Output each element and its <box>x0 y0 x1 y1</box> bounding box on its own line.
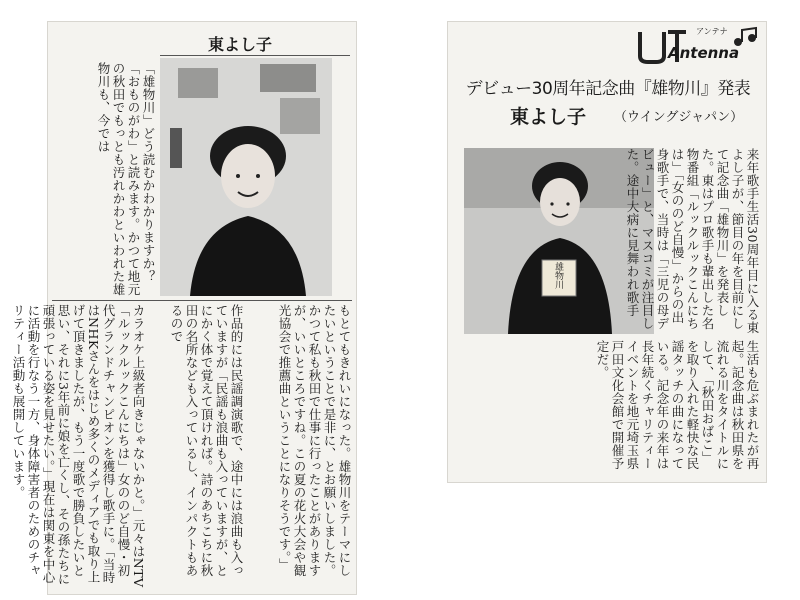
antenna-logo <box>634 26 762 66</box>
article-name-heading: 東よし子 <box>208 35 273 54</box>
text-column: 来年歌手生活30周年目に入る東よし子が、節目の年を目前にして記念曲「雄物川」を発表した。東はプロ歌手も輩出した名物番組「ルックルックこんにちは」「女ののど自慢」からの出身歌手で、当時は「三児の母デビュー」と、マスコミが注目した。途中大病に見舞われ歌手 <box>625 148 760 334</box>
column-rule <box>52 300 352 301</box>
text-column: 生活も危ぶまれたが再起。記念曲は秋田県を流れる川をタイトルにして、「秋田おばこ」を取り入れた軽快な民謡タッチの曲になっている。記念年の来年は長年続くチャリティーイベントを地元埼玉県戸田文化会館で開催予定だ。 <box>595 340 760 470</box>
artist-name: 東よし子 <box>510 106 587 128</box>
portrait-photo <box>160 58 332 296</box>
text-column: カラオケ上級者向きじゃないかと。」元々はNTV「ルックルックこんにちは」女ののど自慢・初代グランドチャンピオンを獲得し歌手に。「当時はNHKさんをはじめ多くのメディアでも取り上げて頂きましたが、もう一度歌で勝負したいと思い、それに3年前に娘を亡くし、その孫たちに頑張っている姿を見せたい。」現在は関東を中心に活動を行なう一方、身体障害者のためのチャリティー活動も展開しています。 <box>11 304 146 588</box>
headline: デビュー30周年記念曲『雄物川』発表 <box>465 79 751 99</box>
text-column: 作品的には民謡調演歌で、途中には浪曲も入っていますが「民謡も浪曲も入っていますが、とにかく体で覚えて頂ければ。詩のあちこちに秋田の名所なども入っているし、インパクトもあるので <box>169 304 244 577</box>
label-name: （ウイングジャパン） <box>614 110 744 125</box>
text-column: もとてもきれいになった。雄物川をテーマにしたいということで是非に、とお願いしました。かつて私も秋田で仕事に行ったことがありますが、いいところですね。この夏の花火大会や観光協会で推薦曲ということになりそうです。」 <box>277 304 352 577</box>
cd-title: 雄物川 <box>553 262 563 289</box>
logo-main-text: Antenna <box>668 44 740 62</box>
heading-rule <box>160 55 350 56</box>
right-article <box>448 22 766 482</box>
left-article <box>11 22 356 594</box>
logo-small-text: アンテナ <box>696 27 728 36</box>
text-column: 「雄物川」どう読むかわかりますか？「おものがわ」と読みます。かつて地元の秋田でもっとも汚れかわといわれた雄物川も、今では <box>96 62 156 296</box>
